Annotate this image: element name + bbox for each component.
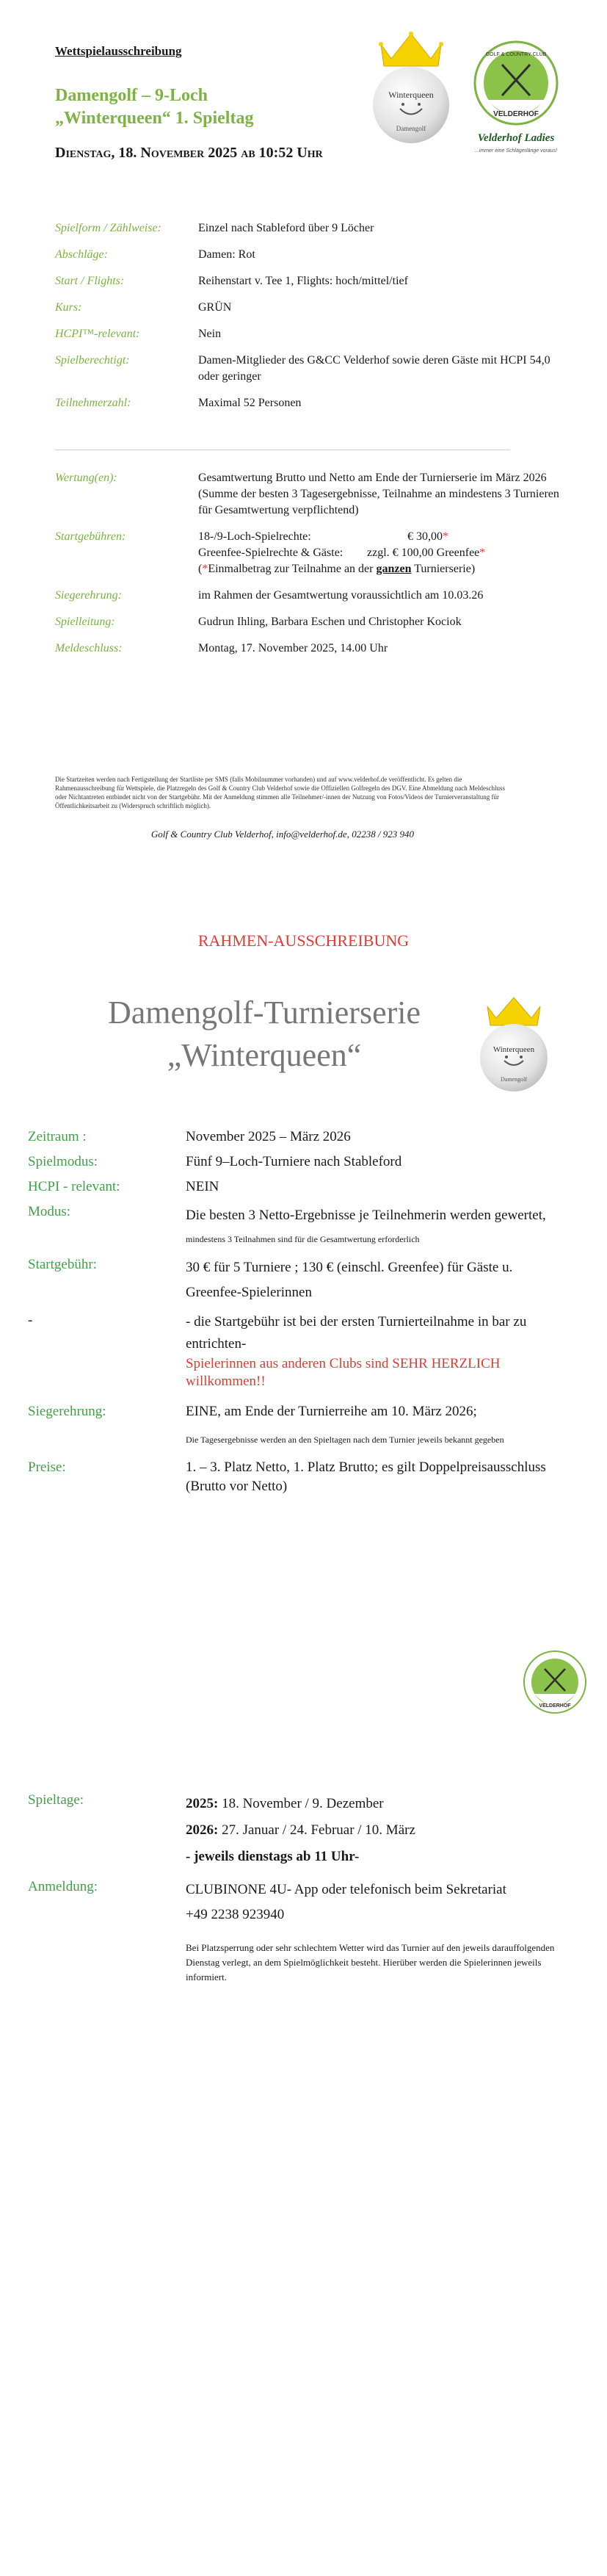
wertung-row: [55, 470, 561, 519]
spieltage-details: [28, 1791, 571, 1985]
preise-row: [28, 1458, 571, 1496]
fees-star: *: [443, 530, 448, 543]
detail-value: GRÜN: [198, 301, 232, 314]
spieltage-row: [28, 1791, 571, 1870]
fees-amount-1: € 30,00: [407, 530, 443, 543]
fees-star: *: [479, 546, 486, 559]
wertung-value: Gesamtwertung Brutto und Netto am Ende der Turnierserie im März 2026: [198, 472, 547, 484]
welcome-note: Spielerinnen aus anderen Clubs sind SEHR HERZLICH willkommen!!: [186, 1356, 501, 1389]
hcpi-label: HCPI - relevant:: [28, 1179, 120, 1194]
spieltage-year-2026: 2026:: [186, 1822, 219, 1838]
anmeldung-phone: +49 2238 923940: [186, 1907, 285, 1922]
siegerehrung-note: Die Tagesergebnisse werden an den Spieltagen nach dem Turnier jeweils bekannt gegeben: [186, 1435, 504, 1445]
document-type: Wettspielausschreibung: [55, 44, 182, 58]
detail-label: Abschläge:: [55, 248, 108, 261]
winterqueen-logo-small: [477, 993, 550, 1096]
detail-value: Maximal 52 Personen: [198, 397, 302, 409]
fees-star: *: [202, 563, 208, 575]
detail-row: [55, 395, 561, 411]
footer-contact: Golf & Country Club Velderhof, info@velderhof.de, 02238 / 923 940: [150, 829, 415, 840]
modus-note: mindestens 3 Teilnahmen sind für die Gesamtwertung erforderlich: [186, 1234, 420, 1244]
payment-note: - die Startgebühr ist bei der ersten Turnierteilnahme in bar zu entrichten-: [186, 1314, 527, 1352]
spieltage-note: - jeweils dienstags ab 11 Uhr-: [186, 1849, 360, 1864]
payment-row: [28, 1311, 571, 1390]
fees-label: Startgebühren:: [55, 530, 126, 543]
velderhof-ladies-logo: [471, 35, 561, 169]
logo-ball-text-1: Winterqueen: [492, 1045, 535, 1054]
modus-label: Modus:: [28, 1204, 71, 1219]
startgebuehr-value: 30 € für 5 Turniere ; 130 € (einschl. Greenfee) für Gäste u. Greenfee-Spielerinnen: [186, 1260, 513, 1300]
startgebuehr-label: Startgebühr:: [28, 1257, 97, 1272]
detail-row: [55, 300, 561, 316]
modus-value: Die besten 3 Netto-Ergebnisse je Teilnehmerin werden gewertet,: [186, 1208, 546, 1223]
tournament-date: Dienstag, 18. November 2025 ab 10:52 Uhr: [55, 145, 323, 161]
anmeldung-value: CLUBINONE 4U- App oder telefonisch beim Sekretariat: [186, 1882, 506, 1897]
preise-value: 1. – 3. Platz Netto, 1. Platz Brutto; es gilt Doppelpreisausschluss (Brutto vor Netto): [186, 1460, 546, 1494]
anmeldung-label: Anmeldung:: [28, 1879, 98, 1894]
spieltage-label: Spieltage:: [28, 1792, 84, 1808]
logo-ball-text-1: Winterqueen: [388, 90, 434, 100]
club-logo-sub: VELDERHOF: [539, 1703, 571, 1709]
spieltage-year-2025: 2025:: [186, 1796, 219, 1811]
detail-value: Einzel nach Stableford über 9 Löcher: [198, 222, 374, 234]
siegerehrung-row: [55, 588, 561, 604]
detail-row: [55, 247, 561, 263]
spieltage-dates-2025: 18. November / 9. Dezember: [222, 1796, 384, 1811]
logo-ball-text-2: Damengolf: [501, 1076, 527, 1083]
detail-label: Spielberechtigt:: [55, 354, 130, 367]
detail-row: [55, 353, 561, 385]
detail-row: [55, 326, 561, 342]
zeitraum-label: Zeitraum :: [28, 1129, 87, 1144]
spielleitung-value: Gudrun Ihling, Barbara Eschen und Christopher Kociok: [198, 616, 462, 628]
detail-value: Nein: [198, 328, 222, 340]
club-logo-sub: VELDERHOF: [493, 110, 539, 118]
title-line-2: „Winterqueen“ 1. Spieltag: [55, 109, 254, 128]
spielleitung-label: Spielleitung:: [55, 616, 115, 628]
siegerehrung-value: im Rahmen der Gesamtwertung voraussichtlich am 10.03.26: [198, 589, 484, 602]
siegerehrung-row: [28, 1402, 571, 1448]
logo-ball-text-2: Damengolf: [396, 125, 426, 132]
fees-amount-2: zzgl. € 100,00 Greenfee: [367, 546, 480, 559]
details-block: [55, 220, 561, 422]
wertung-note: (Summe der besten 3 Tagesergebnisse, Teilnahme an mindestens 3 Turnieren für Gesamtwertung verpflichtend): [198, 488, 559, 516]
series-title-line-2: „Winterqueen“: [167, 1037, 362, 1073]
spielleitung-row: [55, 614, 561, 630]
zeitraum-row: [28, 1128, 571, 1147]
preise-label: Preise:: [28, 1460, 66, 1475]
detail-label: HCPI™-relevant:: [55, 328, 140, 340]
title-line-1: Damengolf – 9-Loch: [55, 86, 208, 105]
modus-row: [28, 1202, 571, 1245]
zeitraum-value: November 2025 – März 2026: [186, 1129, 351, 1144]
fees-line-1: 18-/9-Loch-Spielrechte:: [198, 530, 311, 543]
detail-row: [55, 273, 561, 289]
detail-value: Damen-Mitglieder des G&CC Velderhof sowie deren Gäste mit HCPI 54,0 oder geringer: [198, 354, 550, 383]
spielmodus-row: [28, 1152, 571, 1172]
tournament-title: [55, 84, 253, 130]
detail-value: Reihenstart v. Tee 1, Flights: hoch/mittel/tief: [198, 275, 408, 287]
winterqueen-logo: [371, 28, 451, 156]
spieltage-dates-2026: 27. Januar / 24. Februar / 10. März: [222, 1822, 415, 1838]
velderhof-logo-small: [521, 1645, 589, 1733]
meldeschluss-value: Montag, 17. November 2025, 14.00 Uhr: [198, 642, 388, 654]
siegerehrung-label: Siegerehrung:: [55, 589, 122, 602]
hcpi-row: [28, 1177, 571, 1197]
fees-line-2: Greenfee-Spielrechte & Gäste:: [198, 546, 344, 559]
rahmen-heading: RAHMEN-AUSSCHREIBUNG: [197, 931, 410, 950]
fees-row: Startgebühren: 18-/9-Loch-Spielrechte: € 30,00 * Greenfee-Spielrechte & Gäste: zzgl. € 100,00 Greenfee * (*Einmalbetrag zur Teilnahme an der ganzen Turnierserie): [55, 529, 561, 577]
anmeldung-row: [28, 1877, 571, 1985]
siegerehrung-value: EINE, am Ende der Turnierreihe am 10. März 2026;: [186, 1404, 477, 1419]
fees-note-emphasis: ganzen: [376, 563, 412, 575]
ladies-title: Velderhof Ladies: [477, 132, 555, 144]
detail-label: Teilnehmerzahl:: [55, 397, 131, 409]
fees-note-end: Turnierserie): [411, 563, 476, 575]
detail-label: Kurs:: [55, 301, 82, 314]
rahmen-details: [28, 1128, 571, 1496]
startgebuehr-row: [28, 1255, 571, 1305]
bad-weather-note: Bei Platzsperrung oder sehr schlechtem Wetter wird das Turnier auf den jeweils darauffolgenden Dienstag verlegt, an dem Spielmöglichkeit besteht. Hierüber werden die Spielerinnen jeweils informiert.: [186, 1942, 555, 1982]
details-block-2: [55, 470, 561, 667]
series-title-line-1: Damengolf-Turnierserie: [107, 995, 421, 1031]
siegerehrung-label: Siegerehrung:: [28, 1404, 106, 1419]
club-logo-text: GOLF & COUNTRY CLUB: [485, 52, 547, 57]
ladies-tagline: ...immer eine Schlägerlänge voraus!: [474, 148, 558, 154]
spielmodus-value: Fünf 9–Loch-Turniere nach Stableford: [186, 1154, 402, 1169]
detail-label: Start / Flights:: [55, 275, 125, 287]
detail-value: Damen: Rot: [198, 248, 255, 261]
fees-note: Einmalbetrag zur Teilnahme an der: [208, 563, 377, 575]
wertung-label: Wertung(en):: [55, 472, 117, 484]
meldeschluss-row: [55, 641, 561, 657]
series-title: [73, 992, 455, 1077]
fineprint: Die Startzeiten werden nach Fertigstellung der Startliste per SMS (falls Mobilnummer vorhanden) und auf www.velderhof.de veröffentlicht. Es gelten die Rahmenausschreibung für Wettspiele, die Platzregeln des Golf & Country Club Velderhof sowie die Offiziellen Golfregeln des DGV. Eine Abmeldung nach Meldeschluss oder Nichtantreten entbindet nicht von der Startgebühr. Mit der Anmeldung stimmen alle Teilnehmer/-innen der Nutzung von Fotos/Videos der Turnierveranstaltung für Öffentlichkeitsarbeit zu (Widerspruch schriftlich möglich).: [55, 776, 505, 809]
payment-dash: -: [28, 1313, 33, 1328]
detail-row: [55, 220, 561, 237]
hcpi-value: NEIN: [186, 1179, 219, 1194]
meldeschluss-label: Meldeschluss:: [55, 642, 123, 654]
spielmodus-label: Spielmodus:: [28, 1154, 98, 1169]
detail-label: Spielform / Zählweise:: [55, 222, 161, 234]
